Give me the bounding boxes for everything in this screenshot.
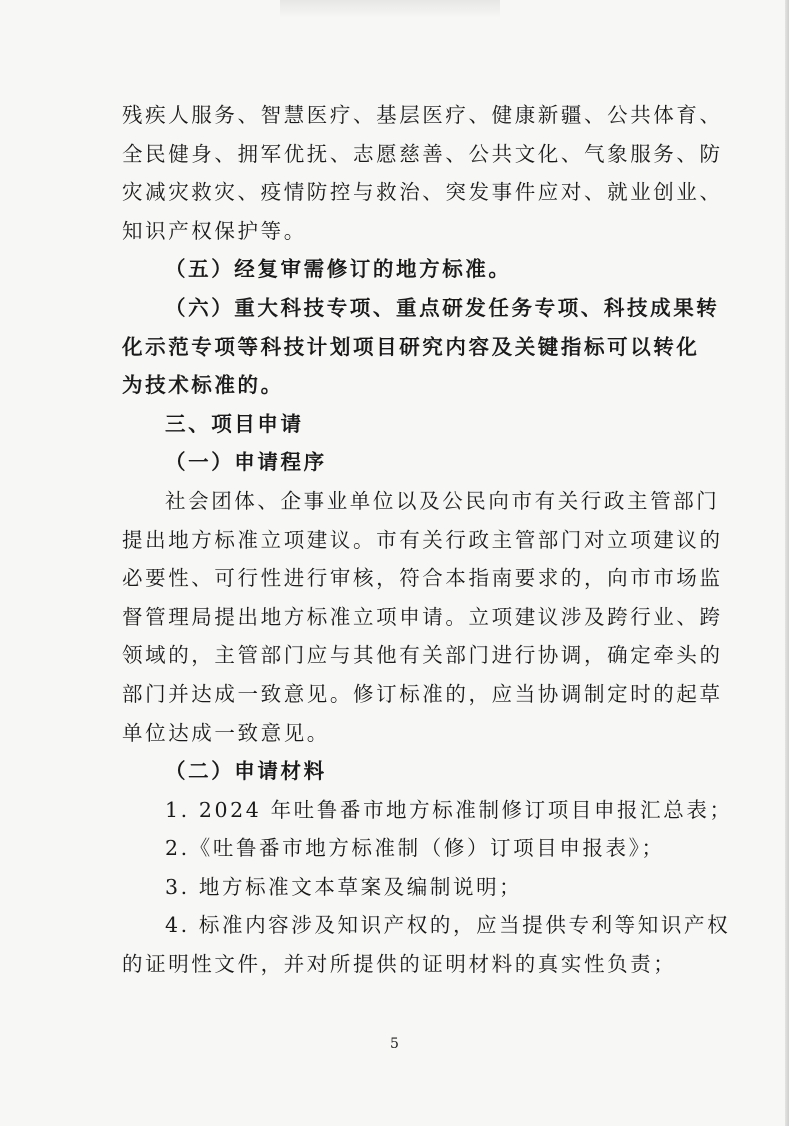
text-line: 领域的，主管部门应与其他有关部门进行协调，确定牵头的: [122, 643, 723, 668]
scan-edge: [785, 0, 789, 1126]
section-heading: （五）经复审需修订的地方标准。: [165, 257, 512, 282]
text-line: 全民健身、拥军优抚、志愿慈善、公共文化、气象服务、防: [122, 141, 723, 166]
list-item: 2.《吐鲁番市地方标准制（修）订项目申报表》；: [165, 836, 665, 861]
scan-artifact: [280, 0, 500, 18]
text-line: 社会团体、企事业单位以及公民向市有关行政主管部门: [165, 488, 720, 513]
list-item: 4. 标准内容涉及知识产权的，应当提供专利等知识产权: [165, 913, 731, 938]
text-line: 必要性、可行性进行审核，符合本指南要求的，向市市场监: [122, 566, 723, 591]
text-line: 提出地方标准立项建议。市有关行政主管部门对立项建议的: [122, 527, 723, 552]
section-heading-cont: 为技术标准的。: [122, 373, 284, 398]
text-line: 残疾人服务、智慧医疗、基层医疗、健康新疆、公共体育、: [122, 103, 723, 127]
page-number: 5: [390, 1036, 399, 1052]
text-line: 部门并达成一致意见。修订标准的，应当协调制定时的起草: [122, 681, 723, 706]
text-line: 单位达成一致意见。: [122, 720, 330, 745]
section-heading-cont: 化示范专项等科技计划项目研究内容及关键指标可以转化: [122, 334, 700, 359]
list-item: 3. 地方标准文本草案及编制说明；: [165, 874, 523, 899]
text-line: 知识产权保护等。: [122, 218, 307, 243]
body-text: [122, 96, 733, 984]
list-item: 1. 2024 年吐鲁番市地方标准制修订项目申报汇总表；: [165, 797, 733, 822]
text-line: 督管理局提出地方标准立项申请。立项建议涉及跨行业、跨: [122, 604, 723, 629]
section-heading: （一）申请程序: [165, 450, 327, 475]
text-line: 灾减灾救灾、疫情防控与救治、突发事件应对、就业创业、: [122, 180, 723, 205]
section-heading: （六）重大科技专项、重点研发任务专项、科技成果转: [165, 295, 720, 320]
chapter-heading: 三、项目申请: [165, 411, 304, 436]
text-line: 的证明性文件，并对所提供的证明材料的真实性负责；: [122, 952, 677, 977]
section-heading: （二）申请材料: [165, 759, 327, 784]
